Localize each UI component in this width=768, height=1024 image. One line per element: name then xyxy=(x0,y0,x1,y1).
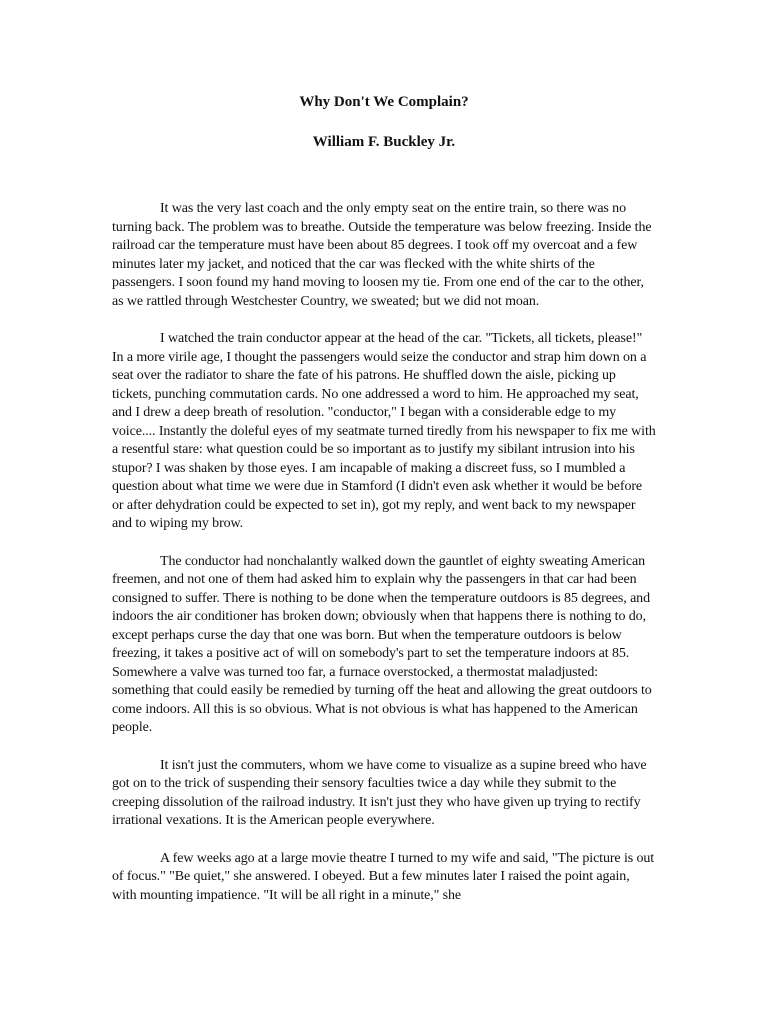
document-title: Why Don't We Complain? xyxy=(299,94,469,110)
paragraph: The conductor had nonchalantly walked down the gauntlet of eighty sweating American freemen, and not one of them had asked him to explain why the passengers in that car had been consigned to suffer. There is nothing to be done when the temperature outdoors is 85 degrees, and indoors the air conditioner has broken down; obviously when that happens there is nothing to do, except perhaps curse the day that one was born. But when the temperature outdoors is below freezing, it takes a positive act of will on somebody's part to set the temperature indoors at 85. Somewhere a valve was turned too far, a furnace overstocked, a thermostat maladjusted: something that could easily be remedied by turning off the heat and allowing the great outdoors to come indoors. All this is so obvious. What is not obvious is what has happened to the American people. xyxy=(112,553,652,735)
paragraph: I watched the train conductor appear at the head of the car. "Tickets, all tickets, please!" In a more virile age, I thought the passengers would seize the conductor and strap him down on a seat over the radiator to share the fate of his patrons. He shuffled down the aisle, picking up tickets, punching commutation cards. No one addressed a word to him. He approached my seat, and I drew a deep breath of resolution. "conductor," I began with a considerable edge to my voice.... Instantly the doleful eyes of my seatmate turned tiredly from his newspaper to fix me with a resentful stare: what question could be so important as to justify my sibilant intrusion into his stupor? I was shaken by those eyes. I am incapable of making a discreet fuss, so I mumbled a question about what time we were due in Stamford (I didn't even ask whether it would be before or after dehydration could be expected to set in), got my reply, and went back to my newspaper and to wiping my brow. xyxy=(112,331,656,531)
document-body xyxy=(112,200,656,924)
paragraph: A few weeks ago at a large movie theatre I turned to my wife and said, "The picture is out of focus." "Be quiet," she answered. I obeyed. But a few minutes later I raised the point again, with mounting impatience. "It will be all right in a minute," she xyxy=(112,850,655,903)
document-author: William F. Buckley Jr. xyxy=(312,134,456,150)
paragraph: It was the very last coach and the only empty seat on the entire train, so there was no turning back. The problem was to breathe. Outside the temperature was below freezing. Inside the railroad car the temperature must have been about 85 degrees. I took off my overcoat and a few minutes later my jacket, and noticed that the car was flecked with the white shirts of the passengers. I soon found my hand moving to loosen my tie. From one end of the car to the other, as we rattled through Westchester Country, we sweated; but we did not moan. xyxy=(112,201,652,309)
paragraph: It isn't just the commuters, whom we have come to visualize as a supine breed who have got on to the trick of suspending their sensory faculties twice a day while they submit to the creeping dissolution of the railroad industry. It isn't just they who have given up trying to rectify irrational vexations. It is the American people everywhere. xyxy=(112,757,647,828)
